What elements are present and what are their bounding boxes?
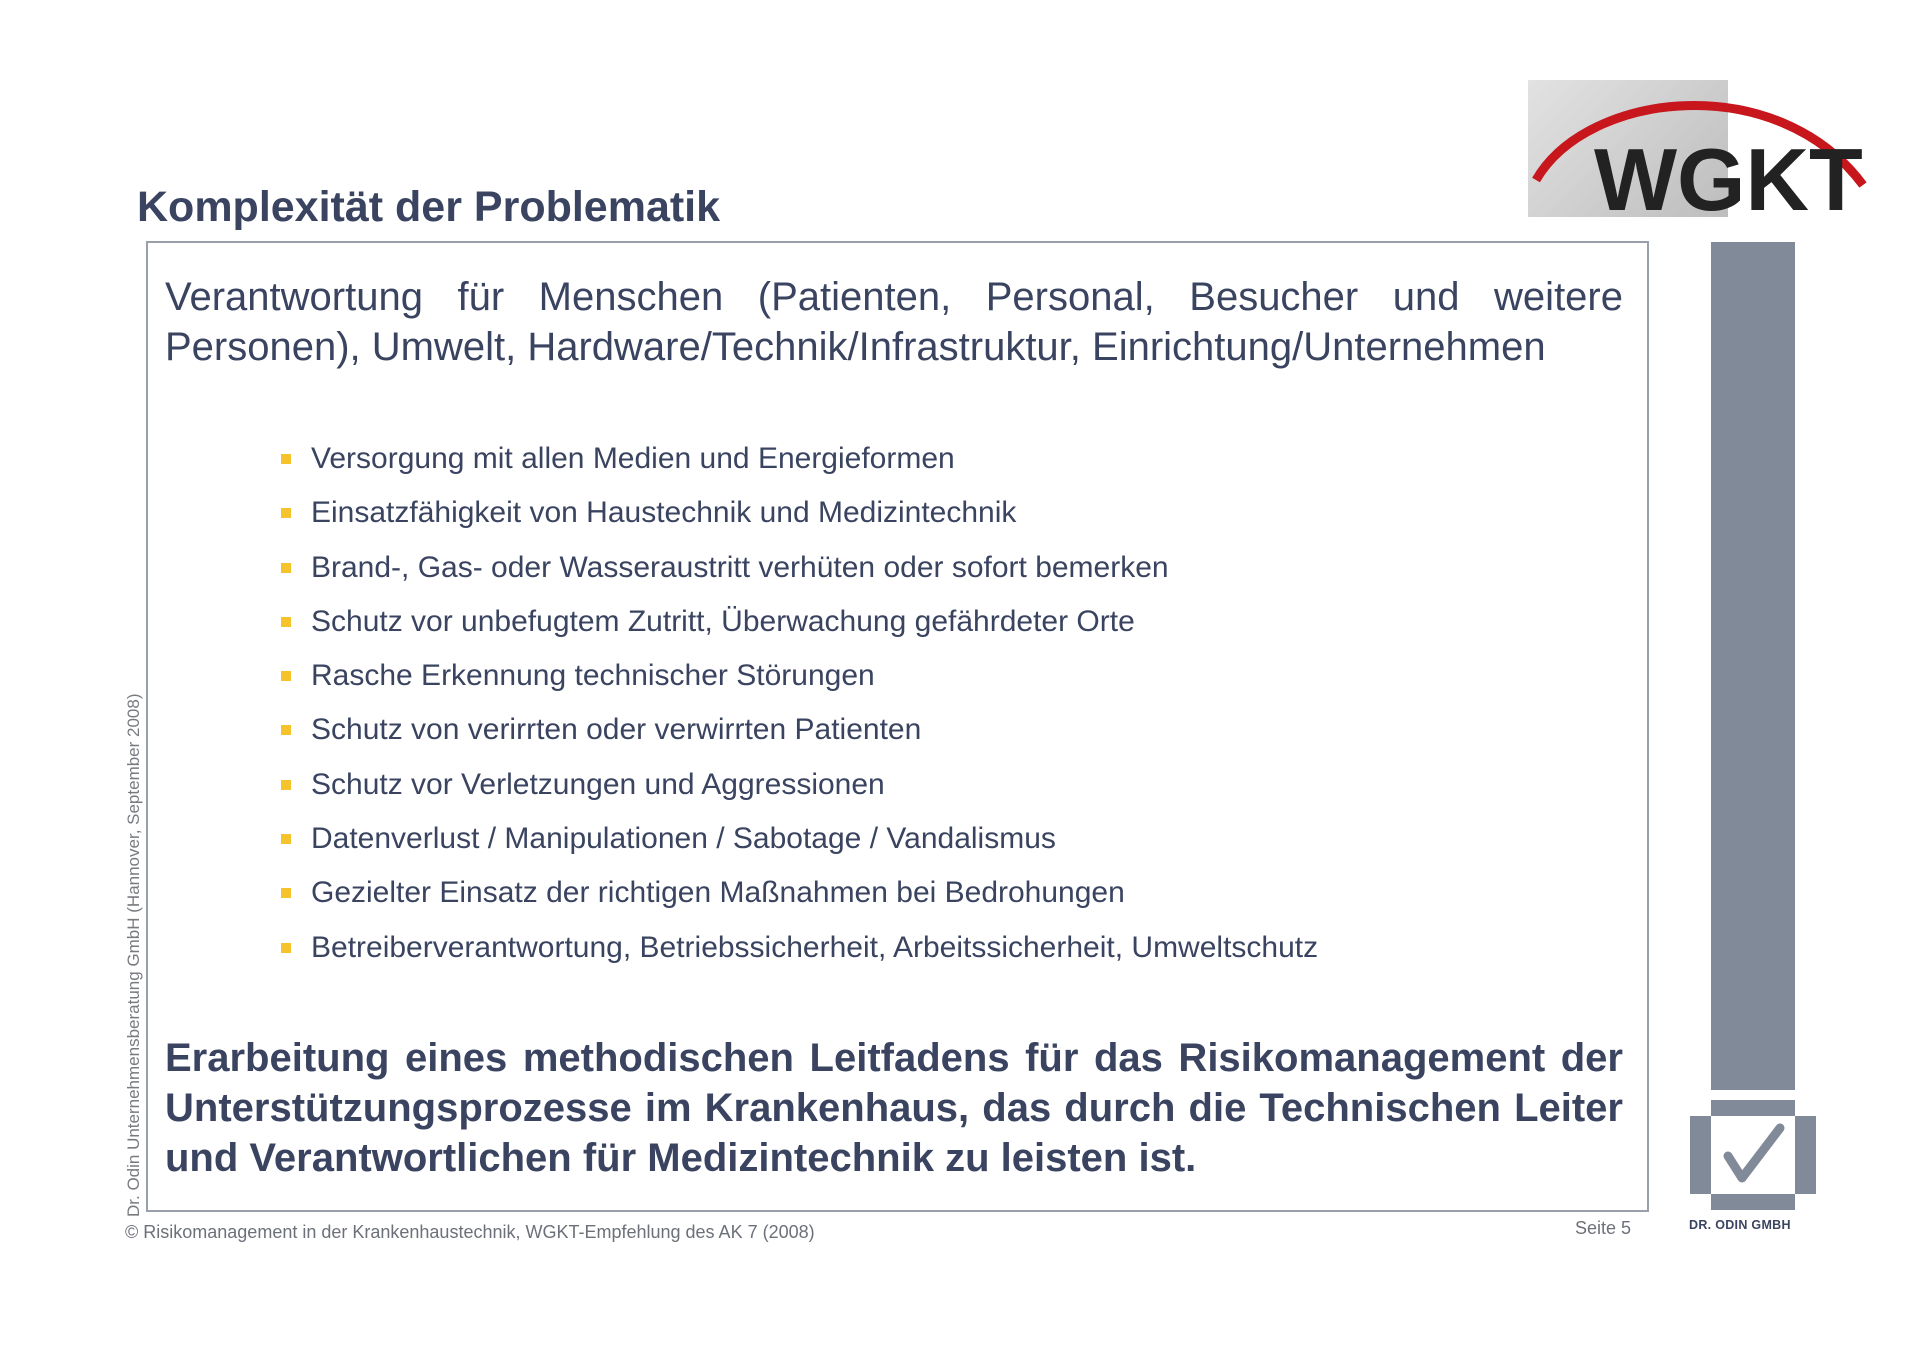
footer-copyright: © Risikomanagement in der Krankenhaustechnik, WGKT-Empfehlung des AK 7 (2008) [125,1222,815,1242]
list-item-text: Schutz vor unbefugtem Zutritt, Überwachung gefährdeter Orte [311,604,1135,638]
list-item [278,595,1578,649]
bullet-square-icon [281,454,291,464]
list-item-text: Schutz vor Verletzungen und Aggressionen [311,767,885,801]
bullet-square-icon [281,780,291,790]
bullet-square-icon [281,943,291,953]
dr-odin-logo [1690,1100,1816,1210]
list-item-text: Betreiberverantwortung, Betriebssicherheit, Arbeitssicherheit, Umweltschutz [311,930,1319,964]
conclusion-paragraph: Erarbeitung eines methodischen Leitfadens für das Risikomanagement der Unterstützungsprozesse im Krankenhaus, das durch die Technischen Leiter und Verantwortlichen für Medizintechnik zu leisten ist. [165,1036,1623,1180]
bullet-square-icon [281,725,291,735]
page-number: Seite 5 [1575,1218,1632,1238]
list-item-text: Rasche Erkennung technischer Störungen [311,659,875,693]
bullet-square-icon [281,834,291,844]
list-item-text: Versorgung mit allen Medien und Energieformen [311,442,955,475]
decorative-side-bar [1711,242,1795,1090]
list-item [278,486,1578,540]
company-label: DR. ODIN GMBH [1689,1218,1791,1232]
bullet-square-icon [281,617,291,627]
list-item-text: Einsatzfähigkeit von Haustechnik und Medizintechnik [311,496,1017,530]
list-item [278,703,1578,757]
bullet-square-icon [281,563,291,573]
list-item-text: Datenverlust / Manipulationen / Sabotage / Vandalismus [311,822,1056,856]
bullet-square-icon [281,508,291,518]
list-item [278,541,1578,595]
wgkt-arc-icon [1528,80,1868,217]
checkmark-icon [1690,1100,1816,1210]
list-item [278,758,1578,812]
list-item [278,649,1578,703]
bullet-square-icon [281,671,291,681]
list-item [278,812,1578,866]
intro-paragraph: Verantwortung für Menschen (Patienten, Personal, Besucher und weitere Personen), Umwelt, Hardware/Technik/Infrastruktur, Einrichtung/Unternehmen [165,275,1623,369]
list-item [278,921,1578,975]
list-item [278,866,1578,920]
vertical-side-note: Dr. Odin Unternehmensberatung GmbH (Hannover, September 2008) [124,693,143,1217]
list-item-text: Schutz von verirrten oder verwirrten Patienten [311,713,922,747]
list-item-text: Brand-, Gas- oder Wasseraustritt verhüten oder sofort bemerken [311,550,1169,584]
bullet-list [278,432,1578,975]
logo-text: WGKT [1594,130,1863,217]
slide-title: Komplexität der Problematik [137,183,721,231]
wgkt-logo [1528,80,1868,217]
bullet-square-icon [281,888,291,898]
list-item-text: Gezielter Einsatz der richtigen Maßnahmen bei Bedrohungen [311,876,1125,910]
list-item [278,432,1578,486]
